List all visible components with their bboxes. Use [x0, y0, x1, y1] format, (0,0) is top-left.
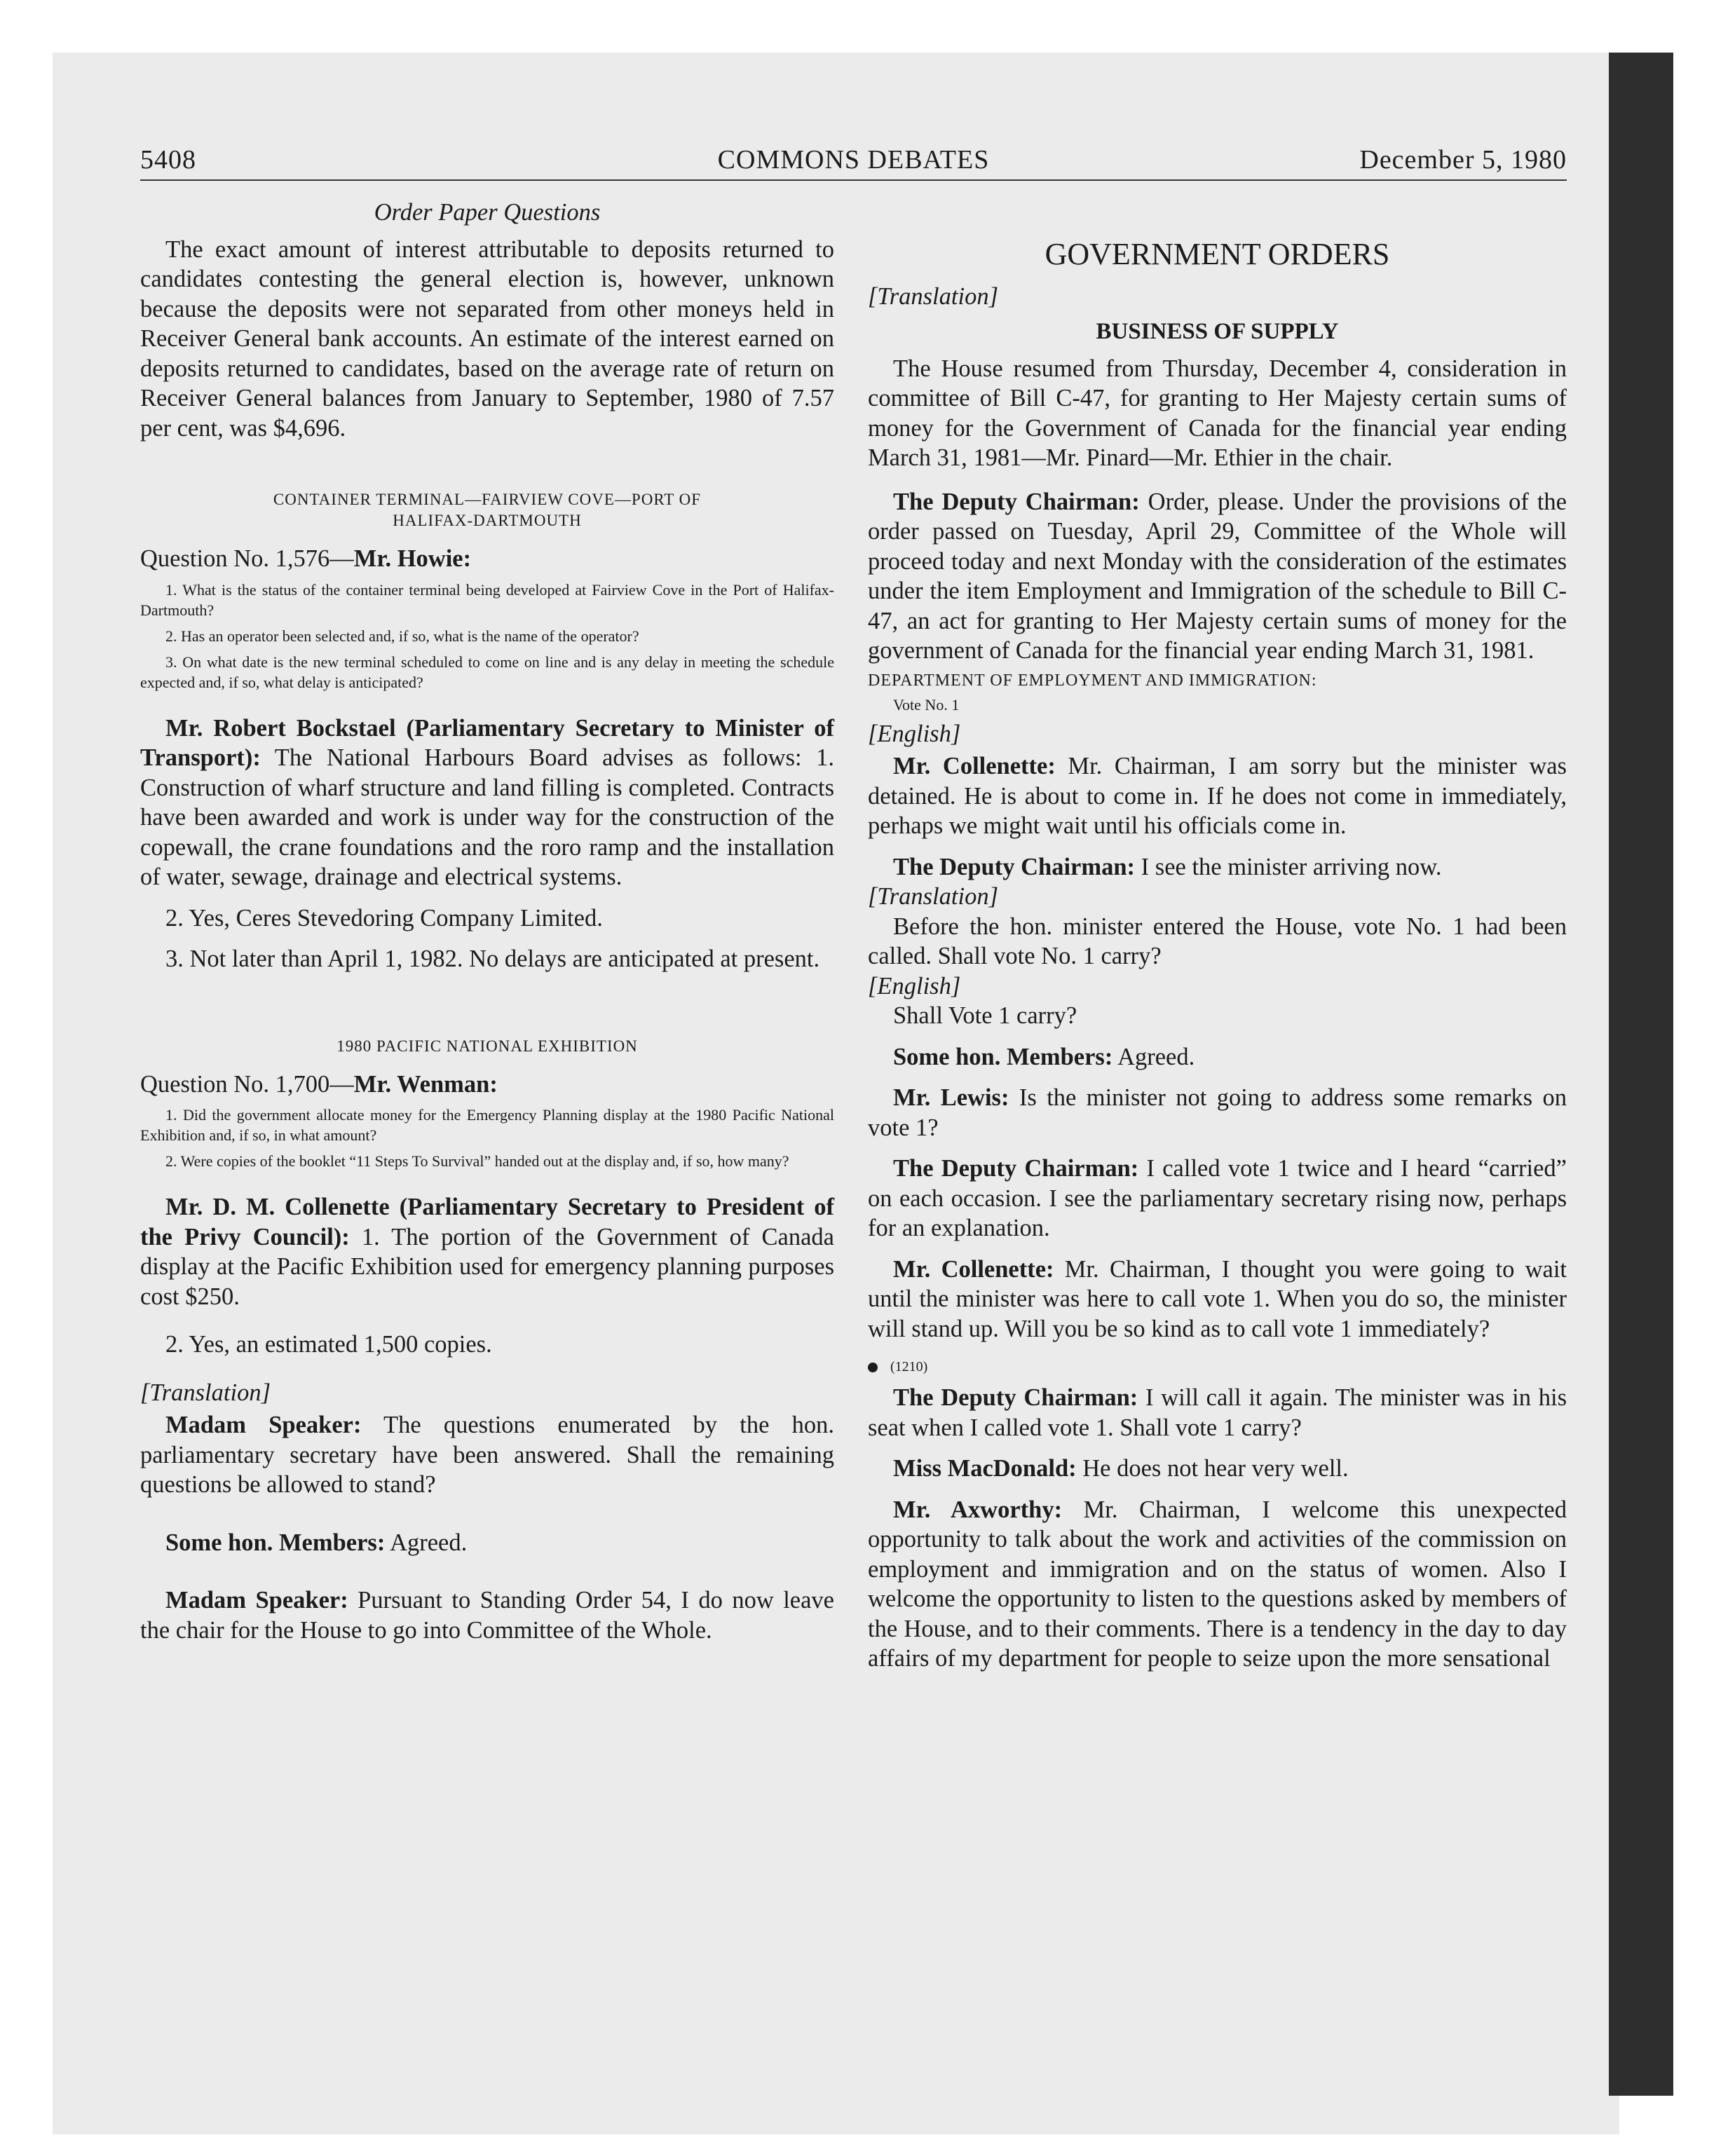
question-item: 2. Were copies of the booklet “11 Steps To Survival” handed out at the display and, if so, how many? — [165, 1152, 789, 1170]
speaker-name: Mr. Axworthy: — [893, 1496, 1063, 1523]
answer-paragraph: Mr. D. M. Collenette (Parliamentary Secretary to President of the Privy Council): 1. The portion of the Government of Canada display at the Pacific Exhibition used for emergency planning purposes cost $250. — [140, 1194, 835, 1310]
publication-title: COMMONS DEBATES — [717, 145, 990, 175]
speech-paragraph: Mr. Collenette: Mr. Chairman, I thought you were going to wait until the minister was here to call vote 1. When you do so, the minister will stand up. Will you be so kind as to call vote 1 immediately? — [868, 1255, 1567, 1342]
speech-paragraph: The Deputy Chairman: I see the minister arriving now. — [893, 853, 1442, 880]
question-1576 — [140, 489, 834, 974]
question-number: Question No. 1,576—Mr. Howie: — [140, 545, 472, 572]
left-column — [140, 198, 834, 1645]
speaker-name: Mr. Lewis: — [893, 1084, 1009, 1111]
answer-item: 2. Yes, an estimated 1,500 copies. — [165, 1331, 492, 1358]
vote-label: Vote No. 1 — [893, 695, 960, 714]
speech-paragraph: Mr. Collenette: Mr. Chairman, I am sorry but the minister was detained. He is about to come in. If he does not come in immediately, perhaps we might wait until his officials come in. — [868, 753, 1567, 839]
speech-paragraph: Madam Speaker: Pursuant to Standing Order 54, I do now leave the chair for the House to go into Committee of the Whole. — [140, 1587, 834, 1644]
intro-paragraph: The exact amount of interest attributable to deposits returned to candidates contesting the general election is, however, unknown because the deposits were not separated from other moneys held in Receiver General bank accounts. An estimate of the interest earned on deposits returned to candidates, based on the average rate of return on Receiver General balances from January to September, 1980 of 7.57 per cent, was $4,696. — [140, 236, 834, 442]
question-item: 3. On what date is the new terminal scheduled to come on line and is any delay in meeting the schedule expected and, if so, what delay is anticipated? — [140, 653, 834, 691]
question-title: CONTAINER TERMINAL—FAIRVIEW COVE—PORT OF — [273, 491, 702, 508]
section-heading: Order Paper Questions — [374, 199, 601, 226]
speaker-name: Mr. D. M. Collenette (Parliamentary Secretary to President of the Privy Council): — [140, 1194, 834, 1250]
section-heading: GOVERNMENT ORDERS — [1045, 237, 1390, 271]
speech-paragraph: Before the hon. minister entered the House, vote No. 1 had been called. Shall vote No. 1 carry? — [868, 913, 1567, 969]
subsection-heading: BUSINESS OF SUPPLY — [1096, 318, 1339, 344]
answer-item: 2. Yes, Ceres Stevedoring Company Limited. — [165, 904, 603, 932]
translation-label: [Translation] — [868, 283, 998, 310]
question-item: 1. Did the government allocate money for the Emergency Planning display at the 1980 Pacific National Exhibition and, if so, in what amount? — [140, 1106, 834, 1144]
speaker-name: Madam Speaker: — [165, 1412, 362, 1438]
speech-paragraph: The House resumed from Thursday, December 4, consideration in committee of Bill C-47, for granting to Her Majesty certain sums of money for the Government of Canada for the financial year ending March 31, 1981—Mr. Pinard—Mr. Ethier in the chair. — [868, 355, 1567, 471]
page-number: 5408 — [140, 145, 196, 175]
english-label: [English] — [868, 720, 961, 747]
bullet-icon — [868, 1363, 878, 1372]
asker-name: Mr. Howie: — [353, 545, 472, 572]
speech-paragraph: Some hon. Members: Agreed. — [165, 1529, 468, 1556]
speaker-name: Some hon. Members: — [165, 1529, 386, 1556]
speech-paragraph: Mr. Lewis: Is the minister not going to address some remarks on vote 1? — [868, 1084, 1567, 1141]
asker-name: Mr. Wenman: — [353, 1070, 498, 1098]
speech-paragraph: The Deputy Chairman: I will call it again. The minister was in his seat when I called vote 1. Shall vote 1 carry? — [868, 1384, 1567, 1441]
question-item: 1. What is the status of the container terminal being developed at Fairview Cove in the Port of Halifax-Dartmouth? — [140, 580, 834, 619]
page-header — [140, 140, 1567, 181]
speech-paragraph: Madam Speaker: The questions enumerated by the hon. parliamentary secretary have been answered. Shall the remaining questions be allowed to stand? — [140, 1412, 834, 1498]
speaker-name: Miss MacDonald: — [893, 1455, 1077, 1482]
question-1700 — [140, 1036, 834, 1360]
speech-paragraph: The Deputy Chairman: Order, please. Under the provisions of the order passed on Tuesday, April 29, Committee of the Whole will proceed today and next Monday with the consideration of the estimates under the item Employment and Immigration of the schedule to Bill C-47, an act for granting to Her Majesty certain sums of money for the government of Canada for the financial year ending March 31, 1981. — [868, 488, 1567, 664]
question-title: 1980 PACIFIC NATIONAL EXHIBITION — [336, 1037, 638, 1055]
speech-paragraph: Mr. Axworthy: Mr. Chairman, I welcome this unexpected opportunity to talk about the work and activities of the commission on employment and immigration and on the status of women. Also I welcome the opportunity to listen to the questions asked by members of the House, and to their comments. There is a tendency in the day to day affairs of my department for people to seize upon the more sensational — [868, 1496, 1567, 1672]
right-column — [868, 198, 1567, 1674]
speaker-name: Madam Speaker: — [165, 1587, 348, 1613]
english-label: [English] — [868, 972, 961, 999]
question-title-line2: HALIFAX-DARTMOUTH — [393, 512, 582, 529]
speaker-name: The Deputy Chairman: — [893, 853, 1136, 880]
scan-edge — [1609, 53, 1673, 2096]
speech-paragraph: Some hon. Members: Agreed. — [893, 1043, 1195, 1070]
speaker-name: The Deputy Chairman: — [893, 488, 1140, 515]
speech-paragraph: Shall Vote 1 carry? — [893, 1002, 1077, 1029]
answer-item: 3. Not later than April 1, 1982. No delays are anticipated at present. — [165, 946, 820, 972]
question-number: Question No. 1,700—Mr. Wenman: — [140, 1070, 498, 1098]
answer-paragraph: Mr. Robert Bockstael (Parliamentary Secretary to Minister of Transport): The National Harbours Board advises as follows: 1. Construction of wharf structure and land filling is completed. Contracts have been awarded and work is under way for the construction of the copewall, the crane foundations and the roro ramp and the installation of water, sewage, drainage and electrical systems. — [140, 714, 834, 890]
time-marker: (1210) — [868, 1355, 1567, 1379]
speech-paragraph: The Deputy Chairman: I called vote 1 twice and I heard “carried” on each occasion. I see the parliamentary secretary rising now, perhaps for an explanation. — [868, 1155, 1567, 1241]
speaker-name: The Deputy Chairman: — [893, 1384, 1138, 1411]
department-label: DEPARTMENT OF EMPLOYMENT AND IMMIGRATION: — [868, 671, 1317, 690]
question-item: 2. Has an operator been selected and, if so, what is the name of the operator? — [165, 627, 639, 645]
translation-label: [Translation] — [140, 1379, 271, 1406]
speaker-name: Mr. Robert Bockstael (Parliamentary Secretary to Minister of Transport): — [140, 714, 834, 771]
speaker-name: Mr. Collenette: — [893, 1255, 1054, 1283]
speaker-name: The Deputy Chairman: — [893, 1155, 1139, 1182]
page-date: December 5, 1980 — [1359, 145, 1567, 175]
speaker-name: Some hon. Members: — [893, 1043, 1113, 1070]
speech-paragraph: Miss MacDonald: He does not hear very well. — [893, 1455, 1349, 1482]
translation-label: [Translation] — [868, 883, 998, 910]
speaker-name: Mr. Collenette: — [893, 753, 1056, 779]
